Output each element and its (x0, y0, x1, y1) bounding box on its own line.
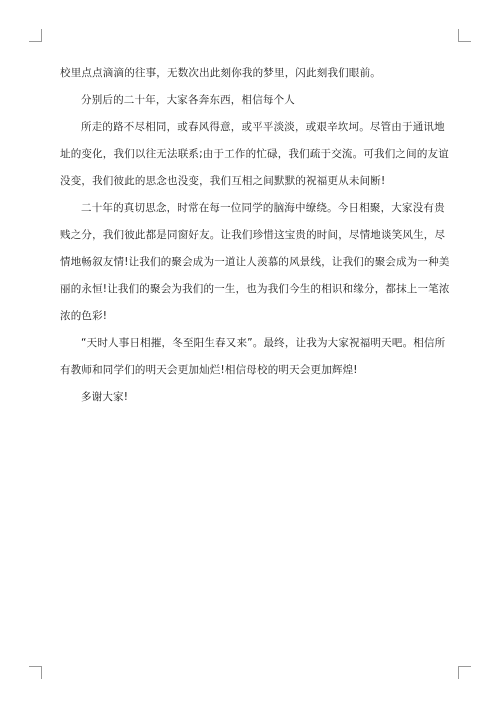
crop-mark-bottom-right (458, 666, 471, 679)
paragraph-different-paths: 所走的路不尽相同，或春风得意，或平平淡淡，或艰辛坎坷。尽管由于通讯地址的变化，我们以往无法联系;由于工作的忙碌，我们疏于交流。可我们之间的友谊没变，我们彼此的思念也没变，我们互相之间默默的祝福更从未间断! (60, 121, 449, 187)
paragraph-thanks: 多谢大家! (81, 391, 129, 403)
paragraph-reunion: 二十年的真切思念，时常在每一位同学的脑海中缭绕。今日相聚，大家没有贵贱之分，我们彼此都是同窗好友。让我们珍惜这宝贵的时间，尽情地谈笑风生，尽情地畅叙友情!让我们的聚会成为一道让人羡慕的风景线，让我们的聚会成为一种美丽的永恒!让我们的聚会为我们的一生，也为我们今生的相识和缘分，都抹上一笔浓浓的色彩! (60, 202, 450, 322)
crop-mark-top-right (458, 29, 471, 42)
paragraph-blessing: “天时人事日相摧，冬至阳生春又来”。最终，让我为大家祝福明天吧。相信所有教师和同学们的明天会更加灿烂!相信母校的明天会更加辉煌! (60, 337, 446, 376)
paragraph-continuation: 校里点点滴滴的往事，无数次出此刻你我的梦里，闪此刻我们眼前。 (60, 67, 381, 79)
crop-mark-bottom-left (29, 666, 42, 679)
paragraph-farewell: 分别后的二十年，大家各奔东西，相信每个人 (81, 94, 295, 106)
document-body (60, 60, 452, 411)
crop-mark-top-left (29, 29, 42, 42)
